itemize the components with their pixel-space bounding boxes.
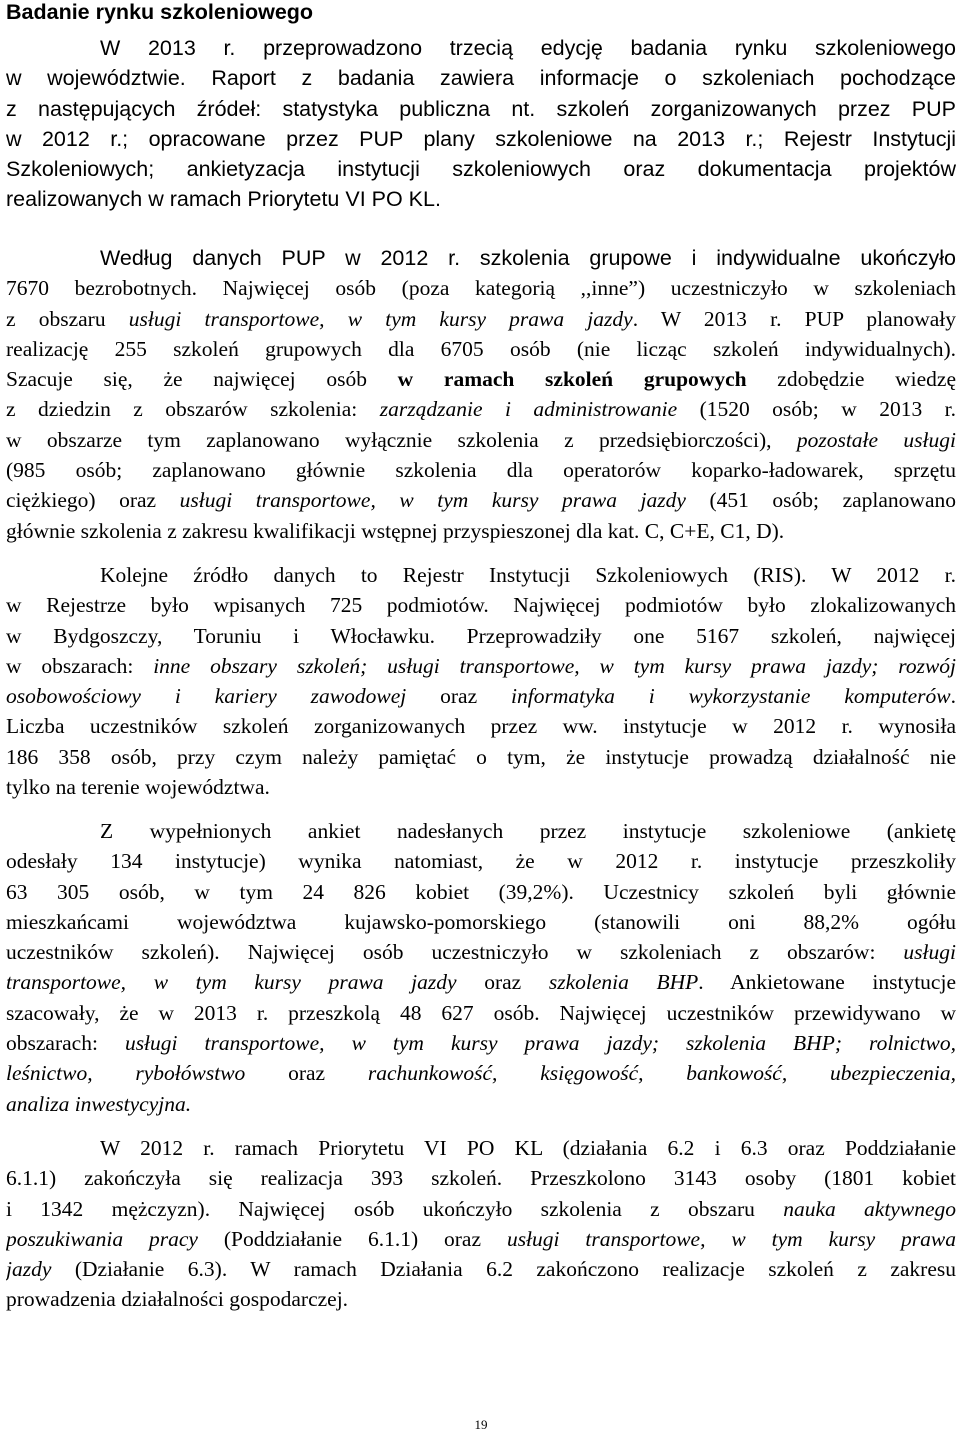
text-line: Liczba uczestników szkoleń zorganizowanych przez ww. instytucje w 2012 r. wynosiła xyxy=(6,714,956,739)
text-line: 7670 bezrobotnych. Najwięcej osób (poza kategorią ,,inne”) uczestniczyło w szkoleniach xyxy=(6,276,956,301)
text-line: 63 305 osób, w tym 24 826 kobiet (39,2%). Uczestnicy szkoleń byli głównie xyxy=(6,879,956,904)
text-line: poszukiwania pracy (Poddziałanie 6.1.1) oraz usługi transportowe, w tym kursy prawa xyxy=(6,1226,956,1251)
paragraph-pup-data xyxy=(6,243,956,546)
text-line: w 2012 r.; opracowane przez PUP plany szkoleniowe na 2013 r.; Rejestr Instytucji xyxy=(6,126,956,151)
text-line: analiza inwestycyjna. xyxy=(6,1091,192,1116)
text-line: Kolejne źródło danych to Rejestr Instytucji Szkoleniowych (RIS). W 2012 r. xyxy=(100,563,956,587)
text-line: W 2013 r. przeprowadzono trzecią edycję badania rynku szkoleniowego xyxy=(100,36,956,60)
paragraph-survey xyxy=(6,816,956,1119)
text-line: Szacuje się, że najwięcej osób w ramach szkoleń grupowych zdobędzie wiedzę xyxy=(6,367,956,392)
text-line: uczestników szkoleń). Najwięcej osób uczestniczyło w szkoleniach z obszarów: usługi xyxy=(6,940,956,965)
text-line: 186 358 osób, przy czym należy pamiętać o tym, że instytucje prowadzą działalność nie xyxy=(6,744,956,769)
text-line: w województwie. Raport z badania zawiera informacje o szkoleniach pochodzące xyxy=(6,66,956,91)
text-line: i 1342 mężczyzn). Najwięcej osób ukończyło szkolenia z obszaru nauka aktywnego xyxy=(6,1196,956,1221)
paragraph-intro xyxy=(6,33,956,215)
text-line: Według danych PUP w 2012 r. szkolenia grupowe i indywidualne ukończyło xyxy=(100,246,956,270)
page-title: Badanie rynku szkoleniowego xyxy=(6,0,314,24)
text-line: realizację 255 szkoleń grupowych dla 6705 osób (nie licząc szkoleń indywidualnych). xyxy=(6,336,956,361)
text-line: W 2012 r. ramach Priorytetu VI PO KL (działania 6.2 i 6.3 oraz Poddziałanie xyxy=(100,1136,956,1160)
text-line: (985 osób; zaplanowano głównie szkolenia dla operatorów koparko-ładowarek, sprzętu xyxy=(6,458,956,483)
text-line: w obszarach: inne obszary szkoleń; usługi transportowe, w tym kursy prawa jazdy; rozwój xyxy=(6,653,956,678)
paragraph-priorytet xyxy=(6,1133,956,1315)
text-line: jazdy (Działanie 6.3). W ramach Działania 6.2 zakończono realizacje szkoleń z zakresu xyxy=(6,1257,956,1282)
page-number: 19 xyxy=(474,1417,488,1432)
text-line: transportowe, w tym kursy prawa jazdy oraz szkolenia BHP. Ankietowane instytucje xyxy=(6,970,956,995)
text-line: mieszkańcami województwa kujawsko-pomorskiego (stanowili oni 88,2% ogółu xyxy=(6,909,956,934)
text-line: odesłały 134 instytucje) wynika natomiast, że w 2012 r. instytucje przeszkoliły xyxy=(6,849,956,874)
text-line: Szkoleniowych; ankietyzacja instytucji szkoleniowych oraz dokumentacja projektów xyxy=(6,157,956,182)
text-line: obszarach: usługi transportowe, w tym kursy prawa jazdy; szkolenia BHP; rolnictwo, xyxy=(6,1031,956,1056)
paragraph-ris xyxy=(6,560,956,802)
text-line: głównie szkolenia z zakresu kwalifikacji wstępnej przyspieszonej dla kat. C, C+E, C1, D). xyxy=(6,518,785,543)
text-line: z następujących źródeł: statystyka publiczna nt. szkoleń zorganizowanych przez PUP xyxy=(6,96,956,121)
text-line: w Bydgoszczy, Toruniu i Włocławku. Przeprowadziły one 5167 szkoleń, najwięcej xyxy=(6,623,956,648)
text-line: w obszarze tym zaplanowano wyłącznie szkolenia z przedsiębiorczości), pozostałe usługi xyxy=(6,427,956,452)
text-line: osobowościowy i kariery zawodowej oraz informatyka i wykorzystanie komputerów. xyxy=(6,684,956,709)
text-line: w Rejestrze było wpisanych 725 podmiotów. Najwięcej podmiotów było zlokalizowanych xyxy=(6,593,956,618)
text-line: z obszaru usługi transportowe, w tym kursy prawa jazdy. W 2013 r. PUP planowały xyxy=(6,306,956,331)
document-page xyxy=(6,0,956,1438)
text-line: 6.1.1) zakończyła się realizacja 393 szkoleń. Przeszkolono 3143 osoby (1801 kobiet xyxy=(6,1166,956,1191)
text-line: prowadzenia działalności gospodarczej. xyxy=(6,1287,349,1312)
text-line: szacowały, że w 2013 r. przeszkolą 48 627 osób. Najwięcej uczestników przewidywano w xyxy=(6,1000,956,1025)
text-line: z dziedzin z obszarów szkolenia: zarządzanie i administrowanie (1520 osób; w 2013 r. xyxy=(6,397,956,422)
text-line: realizowanych w ramach Priorytetu VI PO KL. xyxy=(6,187,441,212)
text-line: Z wypełnionych ankiet nadesłanych przez instytucje szkoleniowe (ankietę xyxy=(100,819,956,843)
text-line: tylko na terenie województwa. xyxy=(6,775,270,800)
text-line: leśnictwo, rybołówstwo oraz rachunkowość, księgowość, bankowość, ubezpieczenia, xyxy=(6,1061,956,1086)
text-line: ciężkiego) oraz usługi transportowe, w tym kursy prawa jazdy (451 osób; zaplanowano xyxy=(6,488,956,513)
